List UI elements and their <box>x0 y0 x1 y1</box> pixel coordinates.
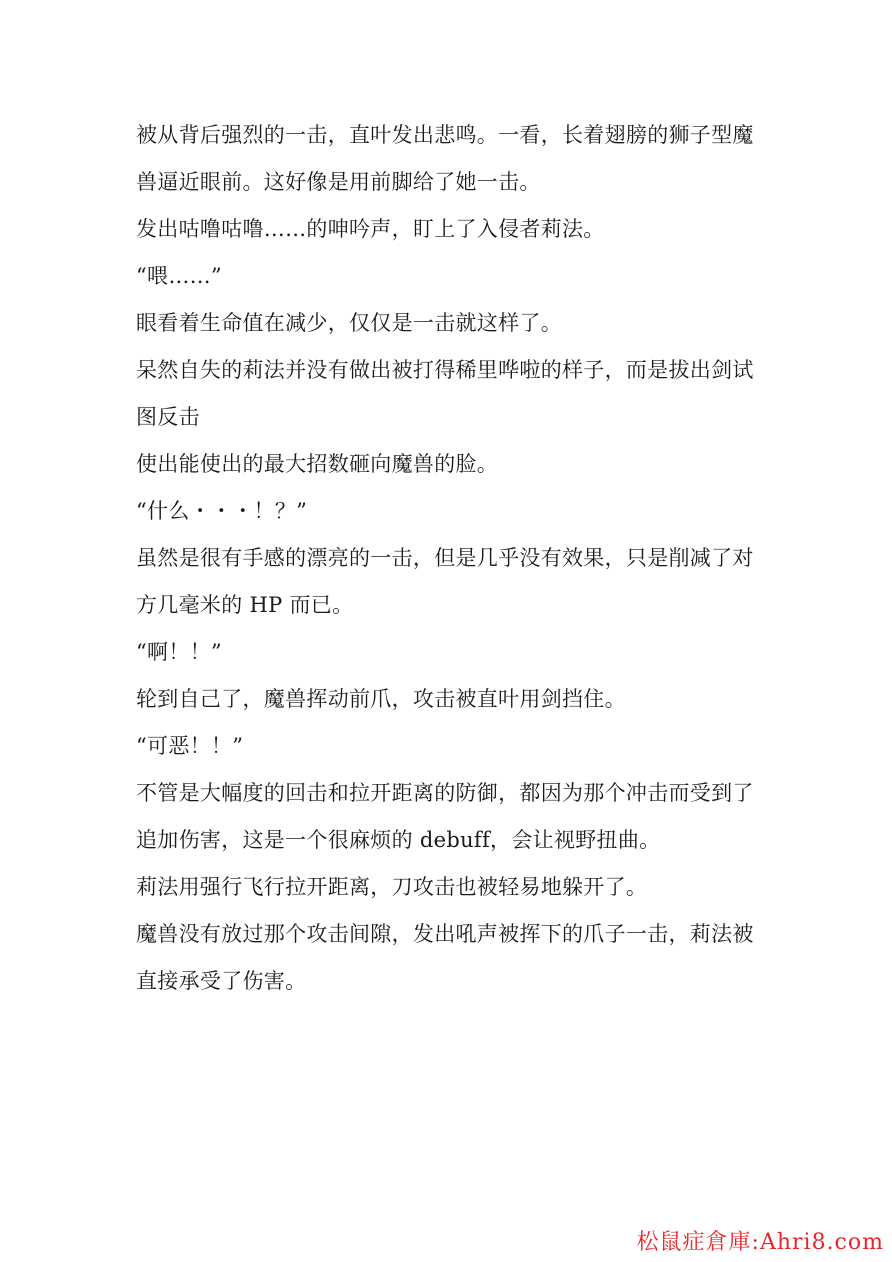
paragraph: 不管是大幅度的回击和拉开距离的防御，都因为那个冲击而受到了追加伤害，这是一个很麻烦的 debuff，会让视野扭曲。 <box>136 781 754 852</box>
watermark: 松鼠症倉庫:Ahri8.com <box>636 1230 884 1255</box>
paragraph: 被从背后强烈的一击，直叶发出悲鸣。一看，长着翅膀的狮子型魔兽逼近眼前。这好像是用前脚给了她一击。 <box>136 123 754 194</box>
dialogue-line: “可恶！！” <box>136 734 244 758</box>
story-text <box>136 112 766 1005</box>
dialogue-line: “啊！！” <box>136 640 222 664</box>
dialogue-line: “什么・・・！？” <box>136 499 308 523</box>
paragraph: 发出咕噜咕噜……的呻吟声，盯上了入侵者莉法。 <box>136 217 605 241</box>
paragraph: 眼看着生命值在减少，仅仅是一击就这样了。 <box>136 311 562 335</box>
paragraph: 使出能使出的最大招数砸向魔兽的脸。 <box>136 452 499 476</box>
paragraph: 魔兽没有放过那个攻击间隙，发出吼声被挥下的爪子一击，莉法被直接承受了伤害。 <box>136 922 754 993</box>
paragraph: 虽然是很有手感的漂亮的一击，但是几乎没有效果，只是削减了对方几毫米的 HP 而已。 <box>136 546 754 617</box>
paragraph: 轮到自己了，魔兽挥动前爪，攻击被直叶用剑挡住。 <box>136 687 626 711</box>
paragraph: 莉法用强行飞行拉开距离，刀攻击也被轻易地躲开了。 <box>136 875 648 899</box>
dialogue-line: “喂……” <box>136 264 222 288</box>
paragraph: 呆然自失的莉法并没有做出被打得稀里哗啦的样子，而是拔出剑试图反击 <box>136 358 754 429</box>
